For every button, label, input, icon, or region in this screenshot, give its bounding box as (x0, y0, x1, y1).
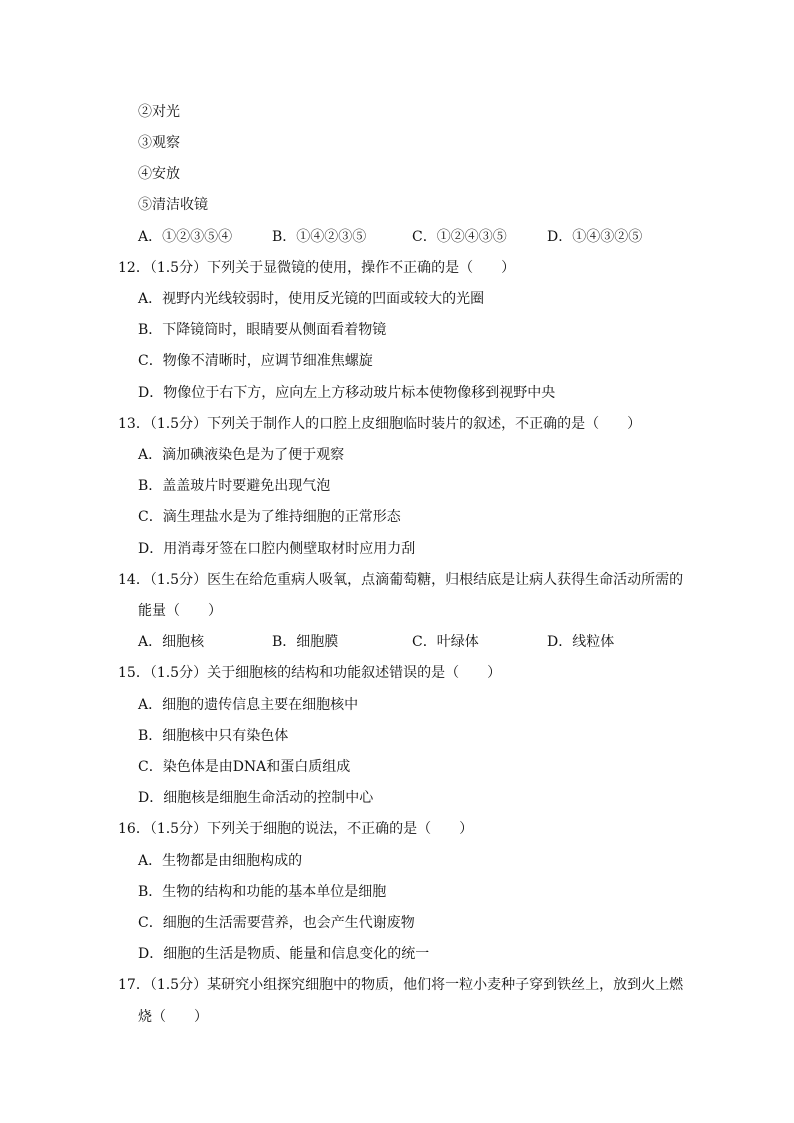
q16-option-c: C．细胞的生活需要营养，也会产生代谢废物 (138, 915, 415, 931)
q11-option-b: B．①④②③⑤ (272, 229, 367, 245)
q12-option-b: B．下降镜筒时，眼睛要从侧面看着物镜 (138, 322, 387, 338)
q11-option-c: C．①②④③⑤ (412, 229, 507, 245)
q14-stem-line2: 能量（ ） (138, 603, 222, 619)
q16-option-a: A．生物都是由细胞构成的 (138, 853, 303, 869)
q14-stem-line1: 14．（1.5分）医生在给危重病人吸氧，点滴葡萄糖，归根结底是让病人获得生命活动所需的 (118, 572, 684, 588)
q11-step-5: ⑤清洁收镜 (138, 197, 208, 213)
q13-option-c: C．滴生理盐水是为了维持细胞的正常形态 (138, 509, 401, 525)
q15-option-b: B．细胞核中只有染色体 (138, 728, 289, 744)
q13-option-a: A．滴加碘液染色是为了便于观察 (138, 447, 345, 463)
q14-option-a: A．细胞核 (138, 634, 205, 650)
q14-option-c: C．叶绿体 (412, 634, 479, 650)
q11-step-4: ④安放 (138, 166, 180, 182)
q11-step-3: ③观察 (138, 135, 180, 151)
q13-option-d: D．用消毒牙签在口腔内侧壁取材时应用力刮 (138, 541, 416, 557)
q17-stem-line1: 17．（1.5分）某研究小组探究细胞中的物质，他们将一粒小麦种子穿到铁丝上，放到火上燃 (118, 977, 684, 993)
q16-option-d: D．细胞的生活是物质、能量和信息变化的统一 (138, 946, 430, 962)
q11-option-d: D．①④③②⑤ (547, 229, 643, 245)
q14-option-b: B．细胞膜 (272, 634, 339, 650)
q15-option-d: D．细胞核是细胞生命活动的控制中心 (138, 790, 374, 806)
q13-stem: 13．（1.5分）下列关于制作人的口腔上皮细胞临时装片的叙述，不正确的是（ ） (118, 416, 642, 432)
q12-option-c: C．物像不清晰时，应调节细准焦螺旋 (138, 353, 373, 369)
q14-options (0, 632, 794, 652)
q13-option-b: B．盖盖玻片时要避免出现气泡 (138, 478, 331, 494)
q12-stem: 12．（1.5分）下列关于显微镜的使用，操作不正确的是（ ） (118, 260, 516, 276)
q11-options (0, 227, 794, 247)
q15-option-c: C．染色体是由DNA和蛋白质组成 (138, 759, 351, 775)
q15-option-a: A．细胞的遗传信息主要在细胞核中 (138, 697, 359, 713)
q16-option-b: B．生物的结构和功能的基本单位是细胞 (138, 884, 387, 900)
q11-step-2: ②对光 (138, 104, 180, 120)
q11-option-a: A．①②③⑤④ (138, 229, 233, 245)
q17-stem-line2: 烧（ ） (138, 1009, 208, 1025)
q16-stem: 16．（1.5分）下列关于细胞的说法，不正确的是（ ） (118, 821, 474, 837)
q14-option-d: D．线粒体 (547, 634, 615, 650)
q12-option-a: A．视野内光线较弱时，使用反光镜的凹面或较大的光圈 (138, 291, 485, 307)
q12-option-d: D．物像位于右下方，应向左上方移动玻片标本使物像移到视野中央 (138, 385, 556, 401)
q15-stem: 15．（1.5分）关于细胞核的结构和功能叙述错误的是（ ） (118, 665, 502, 681)
